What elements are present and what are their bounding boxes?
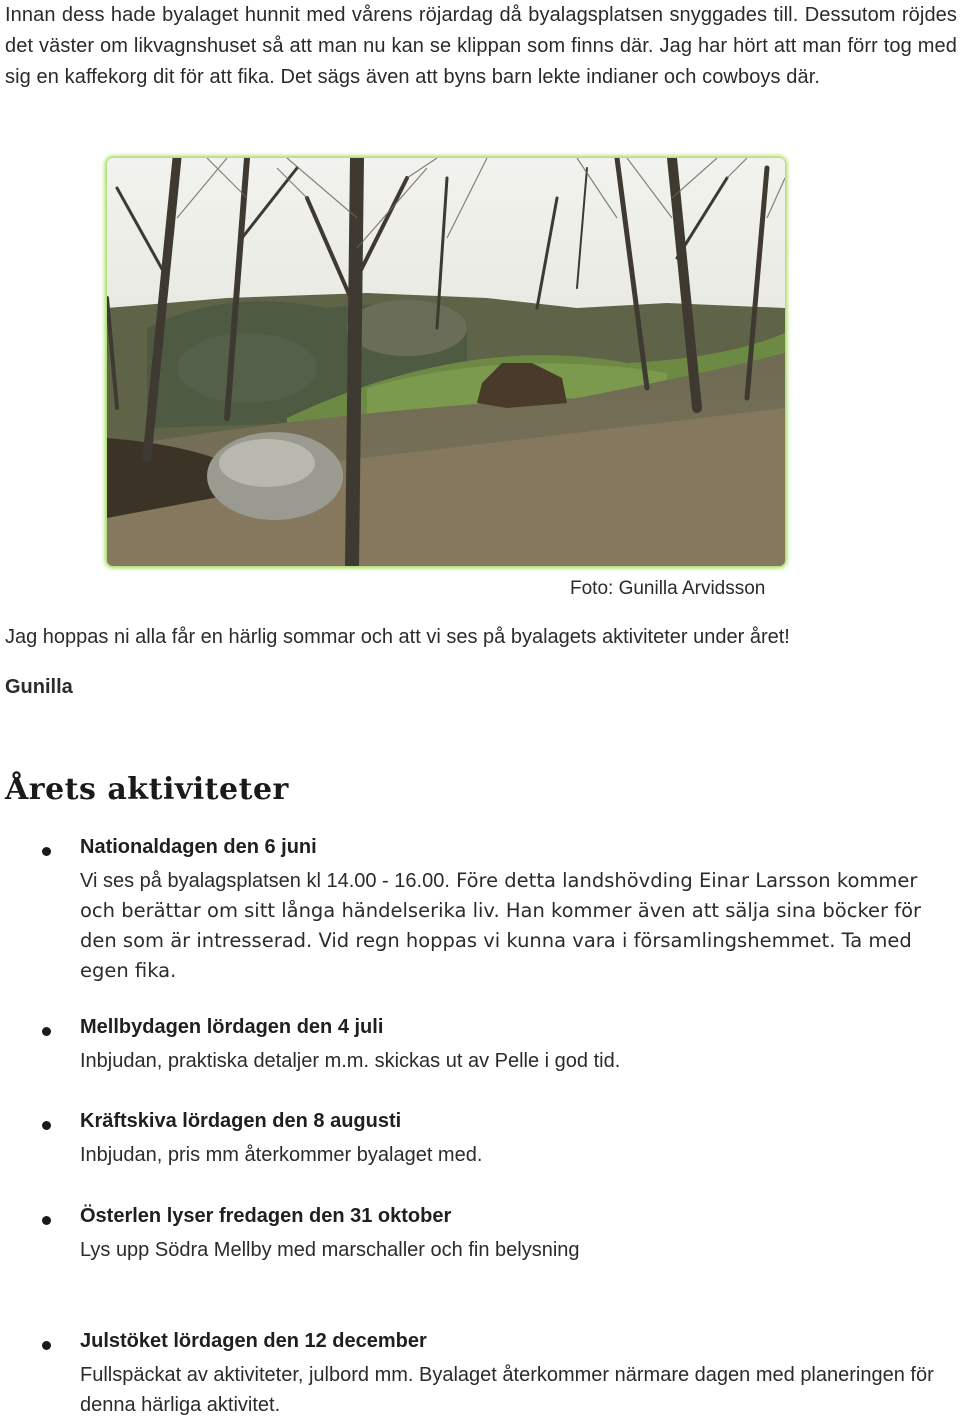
activity-description-details: Före detta landshövding Einar Larsson kommer och berättar om sitt långa händelserika liv. Han kommer även att sälja sina böcker för den som är intresserad. Vid regn hoppas vi kunna vara i församlingshemmet. Ta med egen fika.	[80, 869, 922, 982]
forest-photo	[107, 158, 785, 566]
activity-description	[80, 866, 950, 986]
activity-description: Inbjudan, pris mm återkommer byalaget med.	[80, 1144, 483, 1166]
forest-photo-image	[107, 158, 785, 566]
bullet-icon	[42, 1216, 51, 1225]
activity-title: Nationaldagen den 6 juni	[80, 836, 317, 858]
activity-description: Fullspäckat av aktiviteter, julbord mm. Byalaget återkommer närmare dagen med planeringen för denna härliga aktivitet.	[80, 1364, 934, 1416]
activity-title: Mellbydagen lördagen den 4 juli	[80, 1016, 384, 1038]
bullet-icon	[42, 847, 51, 856]
photo-caption: Foto: Gunilla Arvidsson	[570, 578, 766, 599]
bullet-icon	[42, 1027, 51, 1036]
signature: Gunilla	[5, 676, 73, 698]
closing-paragraph: Jag hoppas ni alla får en härlig sommar och att vi ses på byalagets aktiviteter under året!	[5, 626, 790, 648]
activity-description-time: Vi ses på byalagsplatsen kl 14.00 - 16.00.	[80, 870, 450, 892]
activity-title: Österlen lyser fredagen den 31 oktober	[80, 1205, 452, 1227]
activity-description: Lys upp Södra Mellby med marschaller och fin belysning	[80, 1239, 580, 1261]
activities-heading: Årets aktiviteter	[5, 772, 289, 807]
activity-title: Kräftskiva lördagen den 8 augusti	[80, 1110, 402, 1132]
intro-paragraph: Innan dess hade byalaget hunnit med vårens röjardag då byalagsplatsen snyggades till. Dessutom röjdes det väster om likvagnshuset så att man nu kan se klippan som finns där. Jag har hört att man förr tog med sig en kaffekorg dit för att fika. Det sägs även att byns barn lekte indianer och cowboys där.	[5, 4, 957, 88]
bullet-icon	[42, 1121, 51, 1130]
activity-description: Inbjudan, praktiska detaljer m.m. skickas ut av Pelle i god tid.	[80, 1050, 621, 1072]
bullet-icon	[42, 1341, 51, 1350]
activity-title: Julstöket lördagen den 12 december	[80, 1330, 427, 1352]
